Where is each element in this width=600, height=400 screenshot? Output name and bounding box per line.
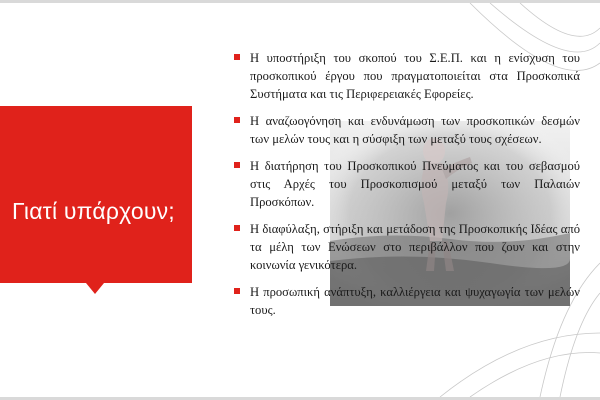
bullet-list [232,49,580,328]
red-square-bullet-icon [234,162,240,168]
bullet-text: Η προσωπική ανάπτυξη, καλλιέργεια και ψυχαγωγία των μελών τους. [250,285,580,317]
bullet-text: Η διατήρηση του Προσκοπικού Πνεύματος και του σεβασμού στις Αρχές του Προσκοπισμού μεταξύ των Παλαιών Προσκόπων. [250,159,580,209]
bullet-text: Η διαφύλαξη, στήριξη και μετάδοση της Προσκοπικής Ιδέας από τα μέλη των Ενώσεων στο περιβάλλον που ζουν και στην κοινωνία γενικότερα. [250,222,580,272]
list-item [232,49,580,103]
title-pointer [86,283,104,294]
bullet-text: Η υποστήριξη του σκοπού του Σ.Ε.Π. και η ενίσχυση του προσκοπικού έργου που πραγματοποιείται στα Προσκοπικά Συστήματα και τις Περιφερειακές Εφορείες. [250,51,580,101]
red-square-bullet-icon [234,54,240,60]
list-item [232,283,580,319]
list-item [232,220,580,274]
bullet-text: Η αναζωογόνηση και ενδυνάμωση των προσκοπικών δεσμών των μελών τους και η σύσφιξη των μεταξύ τους σχέσεων. [250,114,580,146]
red-square-bullet-icon [234,117,240,123]
slide [0,3,600,397]
list-item [232,157,580,211]
slide-title: Γιατί υπάρχουν; [12,198,175,224]
red-square-bullet-icon [234,225,240,231]
red-square-bullet-icon [234,288,240,294]
list-item [232,112,580,148]
title-box [0,106,192,283]
